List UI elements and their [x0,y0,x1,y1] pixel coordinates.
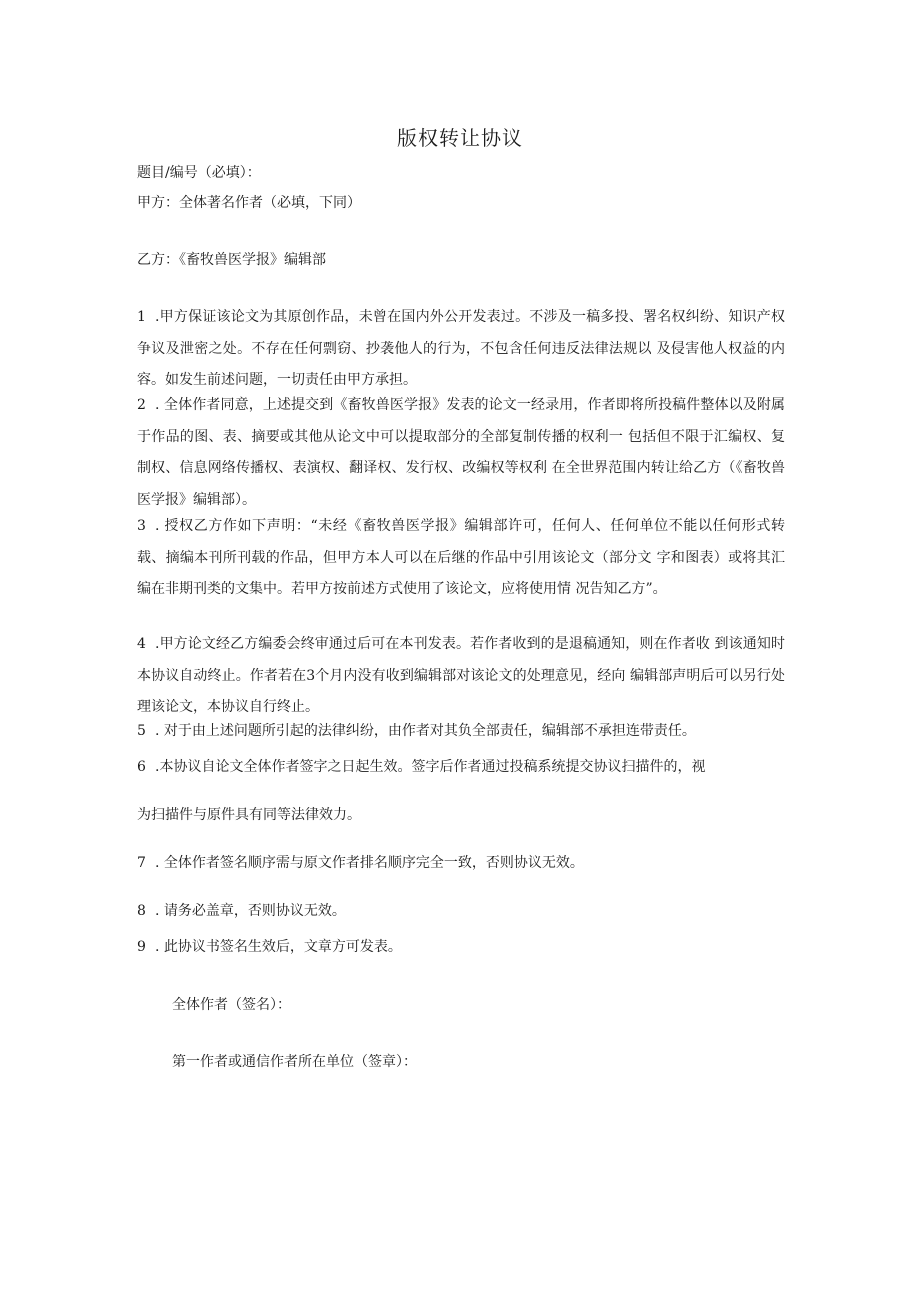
clause-4 [137,629,785,724]
authors-signature-line: 全体作者（签名）： [172,997,291,1013]
clause-8 [137,896,785,928]
clause-number: 9 [137,939,146,955]
clause-5 [137,716,785,748]
document-title: 版权转让协议 [397,126,523,150]
party-b-field: 乙方：《畜牧兽医学报》编辑部 [137,252,326,268]
party-a-field: 甲方：全体著名作者（必填，下同） [137,195,361,211]
clause-6-continued [137,805,361,825]
clause-number: 7 [137,855,146,871]
clause-text: .甲方论文经乙方编委会终审通过后可在本刊发表。若作者收到的是退稿通知，则在作者收 到该通知时本协议自动终止。作者若在3个月内没有收到编辑部对该论文的处理意见，经向 编辑部声明后可以另行处理该论文，本协议自行终止。 [137,636,785,715]
clause-number: 8 [137,903,146,919]
clause-3 [137,511,785,606]
clause-text: .本协议自论文全体作者签字之日起生效。签字后作者通过投稿系统提交协议扫描件的，视 [155,759,706,775]
clause-number: 6 [137,759,146,775]
clause-text: 为扫描件与原件具有同等法律效力。 [137,807,361,823]
unit-seal-line: 第一作者或通信作者所在单位（签章）： [172,1054,417,1070]
clause-number: 2 [137,397,146,413]
clause-text: .甲方保证该论文为其原创作品，未曾在国内外公开发表过。不涉及一稿多投、署名权纠纷、知识产权争议及泄密之处。不存在任何剽窃、抄袭他人的行为，不包含任何违反法律法规以 及侵害他人权益的内容。如发生前述问题，一切责任由甲方承担。 [137,309,785,388]
clause-2 [137,390,785,516]
clause-7 [137,848,785,880]
clause-text: . 全体作者签名顺序需与原文作者排名顺序完全一致，否则协议无效。 [155,855,584,871]
clause-1 [137,302,785,397]
clause-6 [137,752,785,784]
clause-text: . 授权乙方作如下声明：“未经《畜牧兽医学报》编辑部许可，任何人、任何单位不能以任何形式转载、摘编本刊所刊载的作品，但甲方本人可以在后继的作品中引用该论文（部分文 字和图表）或将其汇编在非期刊类的文集中。若甲方按前述方式使用了该论文，应将使用情 况告知乙方”。 [137,518,785,597]
clause-number: 4 [137,636,146,652]
clause-number: 1 [137,309,146,325]
clause-number: 5 [137,723,146,739]
clause-text: . 对于由上述问题所引起的法律纠纷，由作者对其负全部责任，编辑部不承担连带责任。 [155,723,696,739]
clause-text: . 全体作者同意，上述提交到《畜牧兽医学报》发表的论文一经录用，作者即将所投稿件整体以及附属于作品的图、表、摘要或其他从论文中可以提取部分的全部复制传播的权利一 包括但不限于汇编权、复制权、信息网络传播权、表演权、翻译权、发行权、改编权等权利 在全世界范围内转让给乙方（《畜牧兽医学报》编辑部）。 [137,397,785,508]
clause-number: 3 [137,518,146,534]
clause-9 [137,932,785,964]
clause-text: . 此协议书签名生效后，文章方可发表。 [155,939,402,955]
clause-text: . 请务必盖章，否则协议无效。 [155,903,346,919]
topic-field: 题目/编号（必填）： [137,165,261,181]
